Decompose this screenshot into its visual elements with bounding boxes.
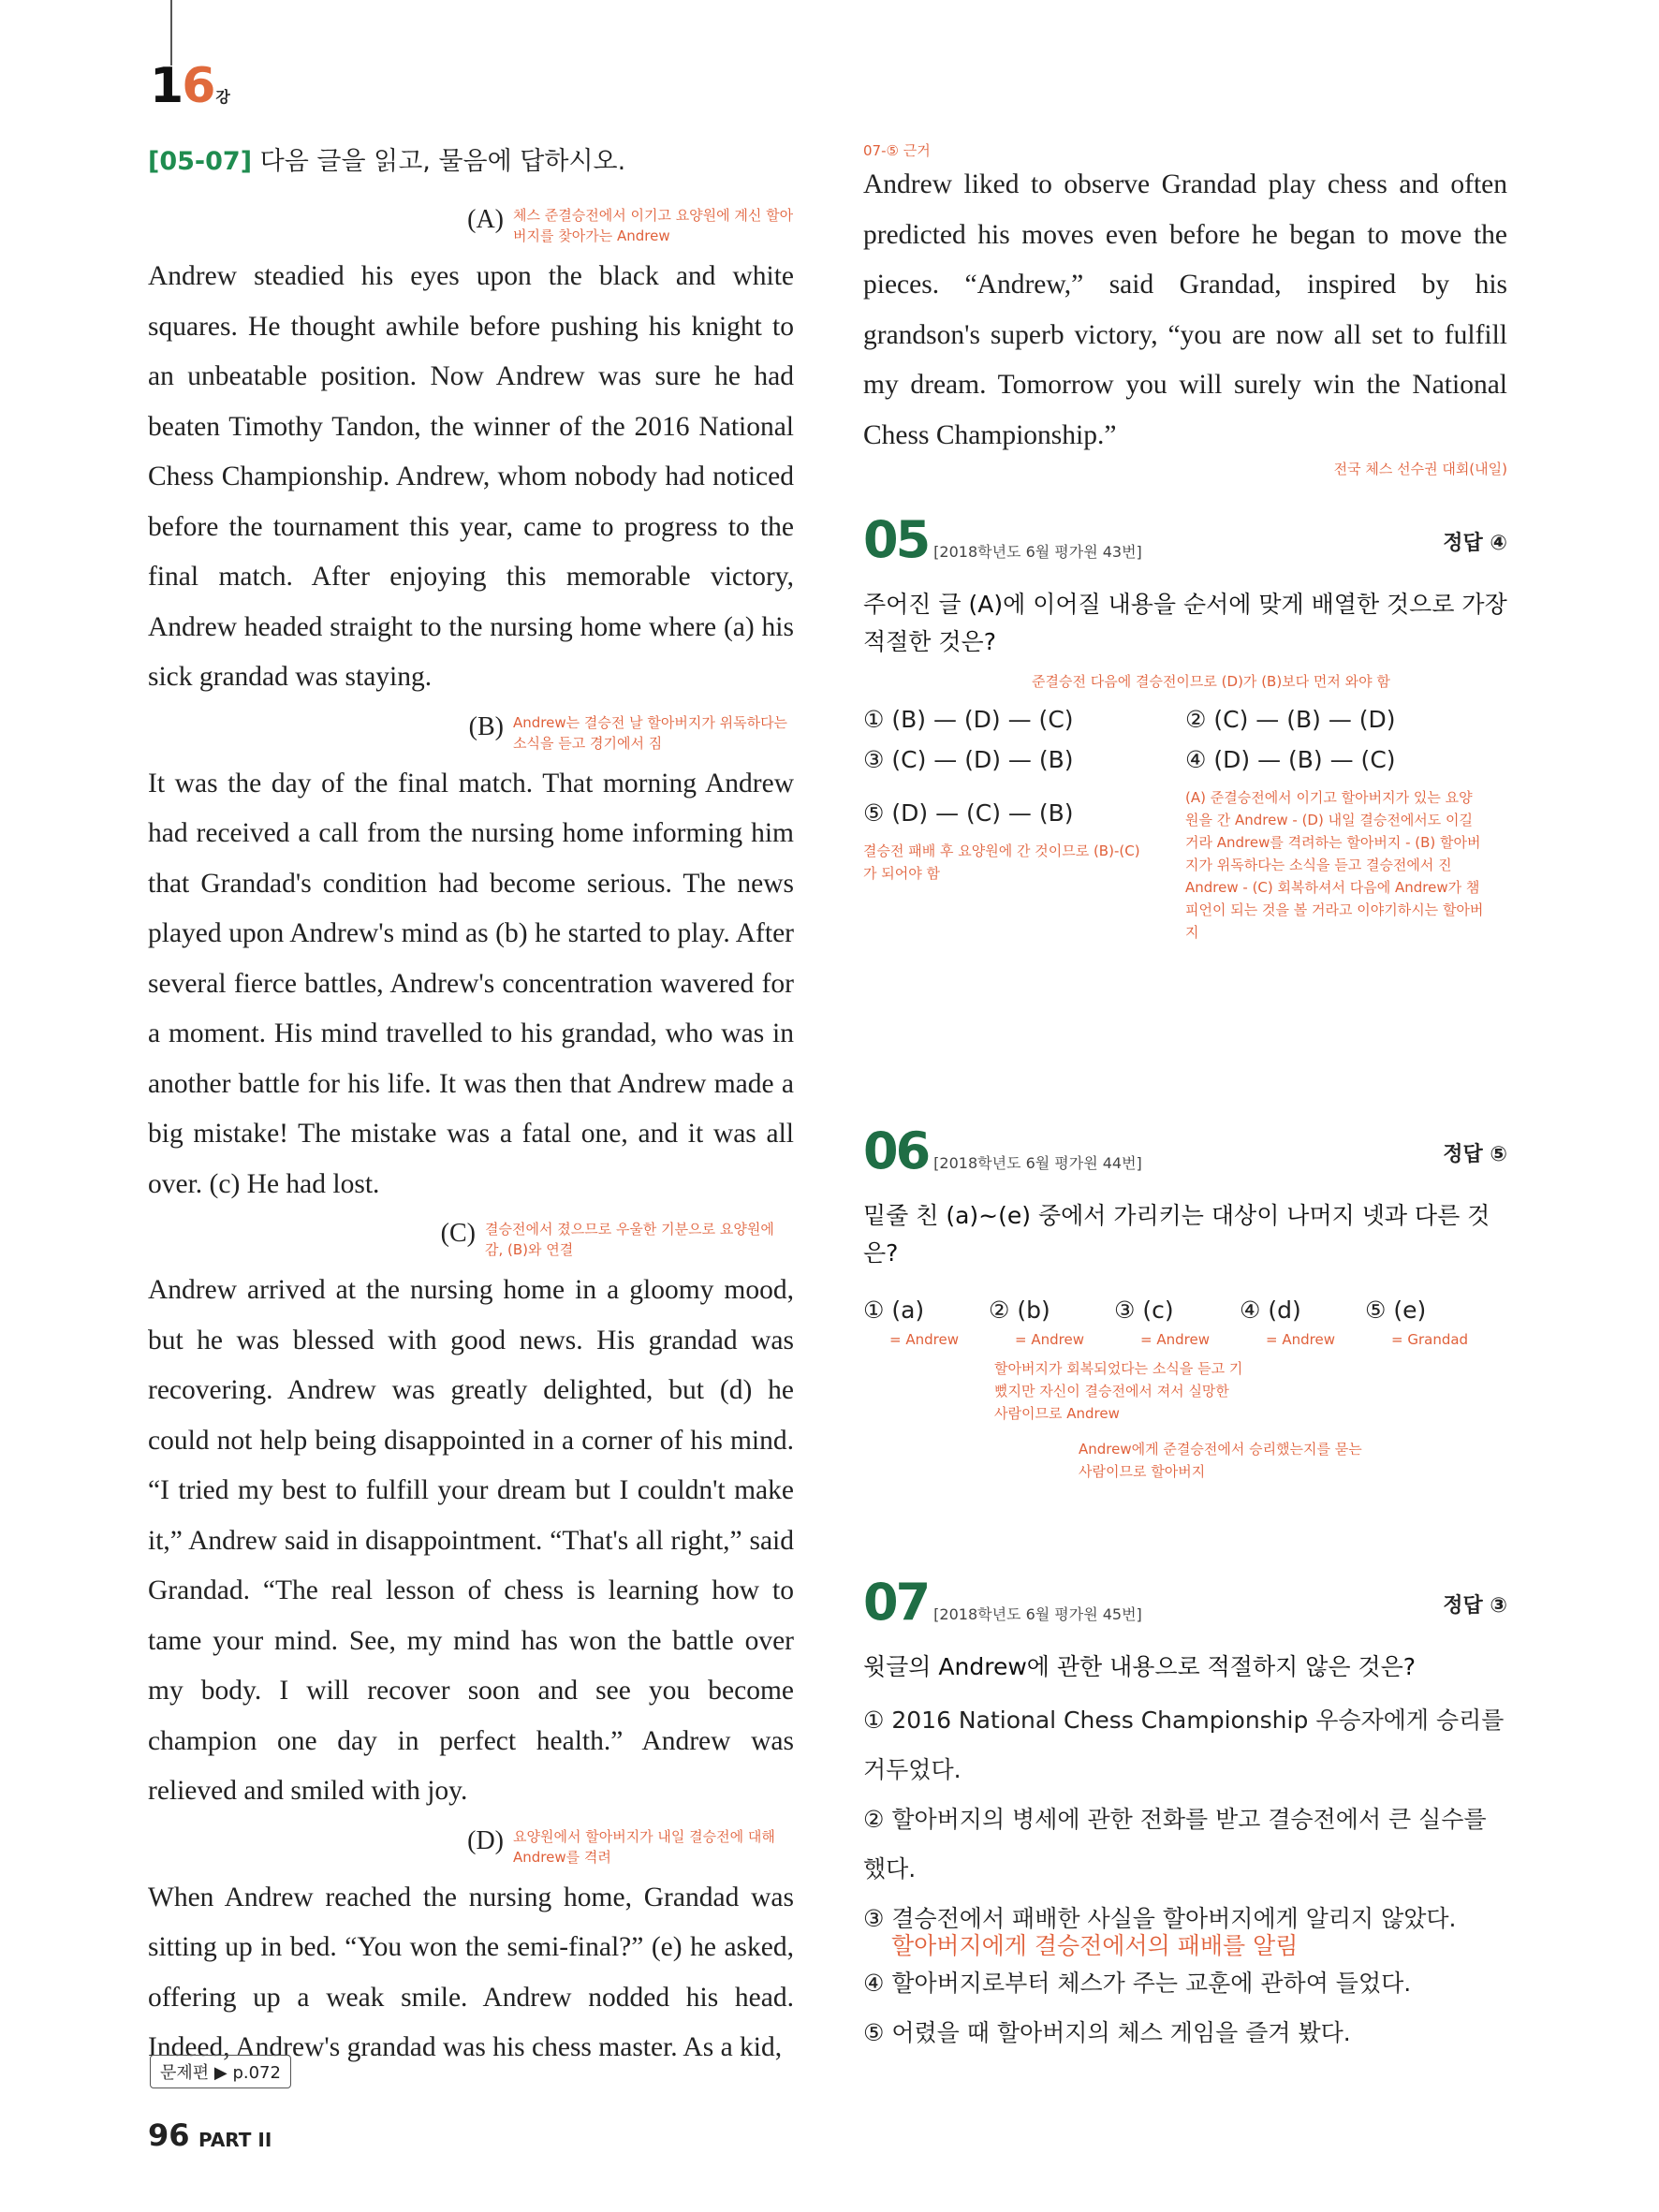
lesson-unit: 강 <box>215 88 228 106</box>
q06-option-4-label: ④ (d) <box>1240 1296 1301 1324</box>
passage-c <box>148 1266 794 1817</box>
q07-option-5: ⑤ 어렸을 때 할아버지의 체스 게임을 즐겨 봤다. <box>863 2019 1351 2046</box>
passage-d-text: When Andrew reached the nursing home, Grandad was sitting up in bed. “You won the semi-final?” (e) he asked, offering up a weak smile. Andrew nodded his head. Indeed, Andrew's grandad was his chess master. As a kid, <box>148 1882 794 2062</box>
q06-option-5 <box>1365 1296 1490 1348</box>
section-b-note: Andrew는 결승전 날 할아버지가 위독하다는 소식을 듣고 경기에서 짐 <box>513 713 788 752</box>
question-06 <box>863 1121 1507 1483</box>
q05-option-2: ② (C) — (B) — (D) <box>1185 706 1396 733</box>
q06-option-3 <box>1114 1296 1240 1348</box>
passage-right-text: Andrew liked to observe Grandad play chess and often predicted his moves even before he began to move the pieces. “Andrew,” said Grandad, inspired by his grandson's superb victory, “you are now all set to fulfill my dream. Tomorrow you will surely win the National Chess Championship.” <box>863 169 1507 450</box>
q05-explanation-right: (A) 준결승전에서 이기고 할아버지가 있는 요양원을 간 Andrew - (D) 내일 결승전에서도 이길 거라 Andrew를 격려하는 할아버지 - (B) 할아버지가 위독하다는 소식을 듣고 결승전에서 진 Andrew - (C) 회복하셔서 다음에 Andrew가 챔피언이 되는 것을 볼 거라고 이야기하시는 할아버지 <box>1185 789 1484 941</box>
passage-a <box>148 252 794 703</box>
q05-source: [2018학년도 6월 평가원 43번] <box>933 543 1142 561</box>
passage-c-text: Andrew arrived at the nursing home in a gloomy mood, but he was blessed with good news. His grandad was recovering. Andrew was greatly delighted, but (d) he could not help being disappointed in a corner of his mind. “I tried my best to fulfill your dream but I couldn't make it,” Andrew said in disappointment. “That's all right,” said Grandad. “The real lesson of chess is learning how to tame your mind. See, my mind has won the battle over my body. I will recover soon and see you become champion one day in perfect health.” Andrew was relieved and smiled with joy. <box>148 1275 794 1806</box>
q07-option-2: ② 할아버지의 병세에 관한 전화를 받고 결승전에서 큰 실수를 했다. <box>863 1806 1487 1882</box>
q06-number: 06 <box>863 1121 929 1180</box>
q05-option-3: ③ (C) — (D) — (B) <box>863 746 1074 773</box>
q06-option-5-ref: = Grandad <box>1391 1331 1469 1348</box>
page-number: 96 <box>148 2117 190 2153</box>
problem-reference-link[interactable]: 문제편 ▶ p.072 <box>150 2055 291 2088</box>
q07-source: [2018학년도 6월 평가원 45번] <box>933 1605 1142 1623</box>
q05-option-4: ④ (D) — (B) — (C) <box>1185 746 1396 773</box>
q05-explanation-left: 결승전 패배 후 요양원에 간 것이므로 (B)-(C)가 되어야 함 <box>863 842 1140 882</box>
instruction <box>148 140 794 177</box>
q07-question: 윗글의 Andrew에 관한 내용으로 적절하지 않은 것은? <box>863 1653 1417 1680</box>
q05-answer: 정답 ④ <box>1443 532 1507 555</box>
q06-option-4 <box>1240 1296 1365 1348</box>
passage-right-note: 07-⑤ 근거 <box>863 142 931 159</box>
q06-explanation-1: 할아버지가 회복되었다는 소식을 듣고 기뻤지만 자신이 결승전에서 져서 실망한 사람이므로 Andrew <box>994 1360 1243 1422</box>
passage-d <box>148 1873 794 2073</box>
section-d-note: 요양원에서 할아버지가 내일 결승전에 대해 Andrew를 격려 <box>513 1827 775 1866</box>
section-a-label: (A) <box>467 205 504 234</box>
q06-options <box>863 1296 1507 1348</box>
right-column-passage <box>863 140 1507 478</box>
q06-option-2-label: ② (b) <box>989 1296 1050 1324</box>
section-d-label: (D) <box>467 1825 504 1855</box>
q05-option-1: ① (B) — (D) — (C) <box>863 706 1074 733</box>
section-b-label: (B) <box>468 711 504 741</box>
q06-option-5-label: ⑤ (e) <box>1365 1296 1427 1324</box>
q06-question: 밑줄 친 (a)~(e) 중에서 가리키는 대상이 나머지 넷과 다른 것은? <box>863 1202 1490 1267</box>
q07-option-1: ① 2016 National Chess Championship 우승자에게 승리를 거두었다. <box>863 1707 1505 1783</box>
q05-options <box>863 706 1507 944</box>
q07-option-4: ④ 할아버지로부터 체스가 주는 교훈에 관하여 들었다. <box>863 1970 1412 1997</box>
q07-options <box>863 1695 1507 2058</box>
q06-option-3-label: ③ (c) <box>1114 1296 1174 1324</box>
q06-option-1-label: ① (a) <box>863 1296 925 1324</box>
q07-answer: 정답 ③ <box>1443 1594 1507 1618</box>
left-column <box>148 140 794 2073</box>
section-c-note: 결승전에서 졌으므로 우울한 기분으로 요양원에 감, (B)와 연결 <box>485 1221 774 1258</box>
q06-source: [2018학년도 6월 평가원 44번] <box>933 1154 1142 1172</box>
part-label: PART II <box>198 2129 272 2151</box>
passage-b-text: It was the day of the final match. That morning Andrew had received a call from the nursing home informing him that Grandad's condition had become serious. The news played upon Andrew's mind as (b) he started to play. After several fierce battles, Andrew's concentration wavered for a moment. His mind travelled to his grandad, who was in another battle for his life. It was then that Andrew made a big mistake! The mistake was a fatal one, and it was all over. (c) He had lost. <box>148 768 794 1199</box>
q07-option-3: ③ 결승전에서 패배한 사실을 할아버지에게 알리지 않았다. <box>863 1905 1457 1932</box>
header-rule <box>170 0 172 66</box>
q06-option-4-ref: = Andrew <box>1266 1331 1335 1348</box>
q06-option-1 <box>863 1296 989 1348</box>
passage-right <box>863 160 1507 461</box>
section-c-label: (C) <box>440 1219 476 1248</box>
section-a-note: 체스 준결승전에서 이기고 요양원에 계신 할아버지를 찾아가는 Andrew <box>513 207 794 244</box>
q05-hint: 준결승전 다음에 결승전이므로 (D)가 (B)보다 먼저 와야 함 <box>1032 673 1390 690</box>
instruction-range: [05-07] <box>148 147 253 176</box>
q07-option-3-note: 할아버지에게 결승전에서의 패배를 알림 <box>891 1932 1299 1959</box>
passage-right-note-2: 전국 체스 선수권 대회(내일) <box>1333 461 1507 477</box>
q06-option-2 <box>989 1296 1114 1348</box>
question-07 <box>863 1573 1507 2058</box>
q05-option-5: ⑤ (D) — (C) — (B) <box>863 799 1074 827</box>
passage-b <box>148 759 794 1210</box>
q05-question: 주어진 글 (A)에 이어질 내용을 순서에 맞게 배열한 것으로 가장 적절한 것은? <box>863 591 1507 655</box>
q06-explanation-2: Andrew에게 준결승전에서 승리했는지를 묻는 사람이므로 할아버지 <box>1079 1441 1362 1480</box>
q06-answer: 정답 ⑤ <box>1443 1143 1507 1166</box>
passage-a-text: Andrew steadied his eyes upon the black and white squares. He thought awhile before pushing his knight to an unbeatable position. Now Andrew was sure he had beaten Timothy Tandon, the winner of the 2016 National Chess Championship. Andrew, whom nobody had noticed before the tournament this year, came to progress to the final match. After enjoying this memorable victory, Andrew headed straight to the nursing home where (a) his sick grandad was staying. <box>148 261 794 692</box>
q06-option-2-ref: = Andrew <box>1015 1331 1084 1348</box>
q05-number: 05 <box>863 510 929 569</box>
q07-number: 07 <box>863 1573 929 1632</box>
instruction-text: 다음 글을 읽고, 물음에 답하시오. <box>252 147 626 176</box>
lesson-number: 16 강 <box>150 58 228 114</box>
q06-option-3-ref: = Andrew <box>1140 1331 1210 1348</box>
q06-option-1-ref: = Andrew <box>889 1331 959 1348</box>
question-05 <box>863 510 1507 944</box>
